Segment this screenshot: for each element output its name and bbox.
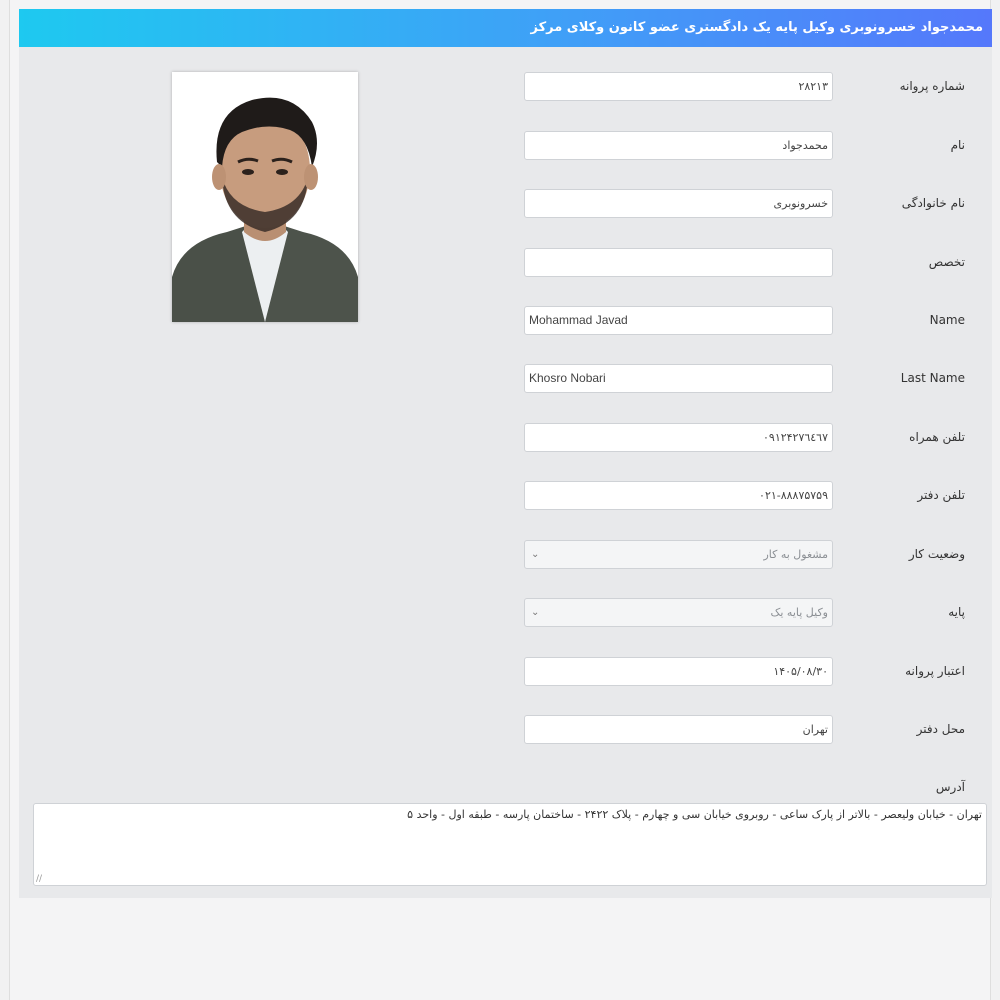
last-name-field[interactable]: خسرونوبری: [524, 189, 833, 218]
portrait-image: [172, 72, 358, 322]
first-name-field[interactable]: محمدجواد: [524, 131, 833, 160]
office-location-label: محل دفتر: [916, 722, 965, 736]
office-location-field[interactable]: تهران: [524, 715, 833, 744]
office-phone-label: تلفن دفتر: [917, 488, 965, 502]
resize-grip-icon[interactable]: ∕∕: [36, 874, 43, 884]
license-validity-field[interactable]: ۱۴۰۵/۰۸/۳۰: [524, 657, 833, 686]
last-name-label: نام خانوادگی: [901, 196, 965, 210]
english-last-name-label: Last Name: [900, 371, 965, 385]
address-textarea[interactable]: [33, 803, 987, 886]
grade-label: پایه: [948, 605, 965, 619]
mobile-phone-label: تلفن همراه: [909, 430, 965, 444]
english-last-name-field[interactable]: Khosro Nobari: [524, 364, 833, 393]
work-status-value: مشغول به کار: [763, 548, 828, 561]
card-header-title: محمدجواد خسرونوبری وکیل پایه یک دادگستری عضو کانون وکلای مرکز: [19, 9, 992, 47]
work-status-select[interactable]: [524, 540, 833, 569]
address-label: آدرس: [935, 780, 965, 794]
work-status-label: وضعیت کار: [908, 547, 965, 561]
grade-select[interactable]: [524, 598, 833, 627]
chevron-down-icon: ⌄: [531, 607, 540, 618]
address-text: تهران - خیابان ولیعصر - بالاتر از پارک ساعی - روبروی خیابان سی و چهارم - پلاک ۲۴۲۲ - ساختمان پارسه - طبقه اول - واحد ۵: [407, 808, 982, 821]
specialty-label: تخصص: [928, 255, 965, 269]
license-number-field[interactable]: ۲۸۲۱۳: [524, 72, 833, 101]
chevron-down-icon: ⌄: [531, 549, 540, 560]
license-number-label: شماره پروانه: [899, 79, 965, 93]
page-panel: [9, 0, 991, 1000]
license-validity-label: اعتبار پروانه: [905, 664, 965, 678]
lawyer-profile-card: [19, 9, 992, 898]
grade-value: وکیل پایه یک: [770, 606, 828, 619]
specialty-field[interactable]: [524, 248, 833, 277]
lawyer-photo: [172, 72, 358, 322]
english-name-label: Name: [929, 313, 965, 327]
mobile-phone-field[interactable]: ۰۹۱۲۴۲۷٦٤٦۷: [524, 423, 833, 452]
first-name-label: نام: [950, 138, 965, 152]
office-phone-field[interactable]: ۰۲۱-۸۸۸۷۵۷۵۹: [524, 481, 833, 510]
english-name-field[interactable]: Mohammad Javad: [524, 306, 833, 335]
